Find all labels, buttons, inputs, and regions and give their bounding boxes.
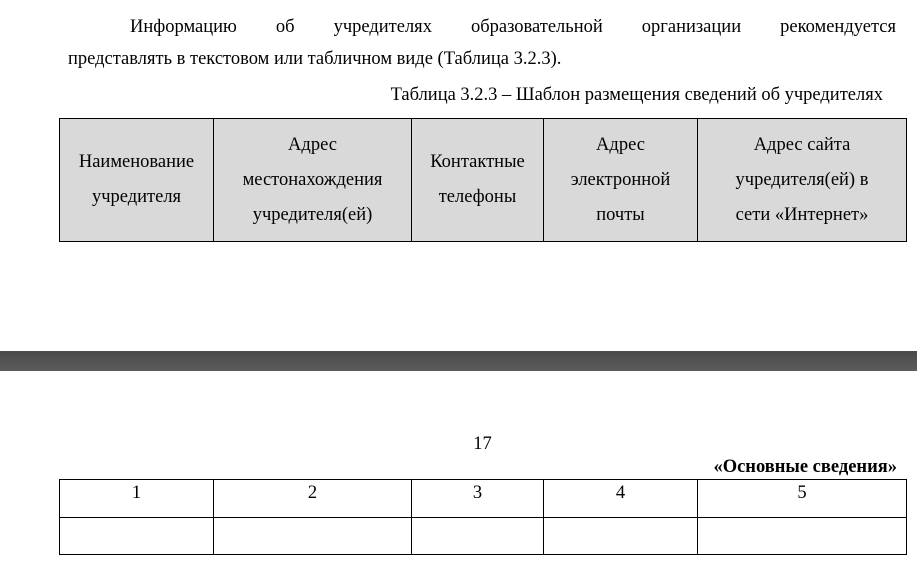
page-number: 17 xyxy=(473,434,492,454)
empty-cell xyxy=(412,518,544,555)
empty-cell xyxy=(60,518,214,555)
empty-data-row xyxy=(60,518,907,555)
empty-cell xyxy=(698,518,907,555)
column-number: 5 xyxy=(698,480,907,518)
table-caption: Таблица 3.2.3 – Шаблон размещения сведений об учредителях xyxy=(390,85,883,105)
intro-paragraph xyxy=(68,11,896,75)
column-number: 2 xyxy=(214,480,412,518)
header-website: Адрес сайта учредителя(ей) в сети «Интернет» xyxy=(698,119,907,242)
founders-template-table xyxy=(59,118,907,242)
header-phones: Контактные телефоны xyxy=(412,119,544,242)
page-separator xyxy=(0,351,917,371)
header-founder-name: Наименование учредителя xyxy=(60,119,214,242)
column-number: 4 xyxy=(544,480,698,518)
continuation-label: «Основные сведения» xyxy=(713,457,897,477)
table-header-row xyxy=(60,119,907,242)
column-number: 3 xyxy=(412,480,544,518)
column-number-row xyxy=(60,480,907,518)
column-number: 1 xyxy=(60,480,214,518)
intro-paragraph-line-1: Информацию об учредителях образовательной организации рекомендуется xyxy=(130,17,896,37)
empty-cell xyxy=(214,518,412,555)
empty-cell xyxy=(544,518,698,555)
header-founder-address: Адрес местонахождения учредителя(ей) xyxy=(214,119,412,242)
intro-paragraph-line-2: представлять в текстовом или табличном виде (Таблица 3.2.3). xyxy=(68,49,562,69)
numbered-columns-table xyxy=(59,479,907,555)
header-email: Адрес электронной почты xyxy=(544,119,698,242)
